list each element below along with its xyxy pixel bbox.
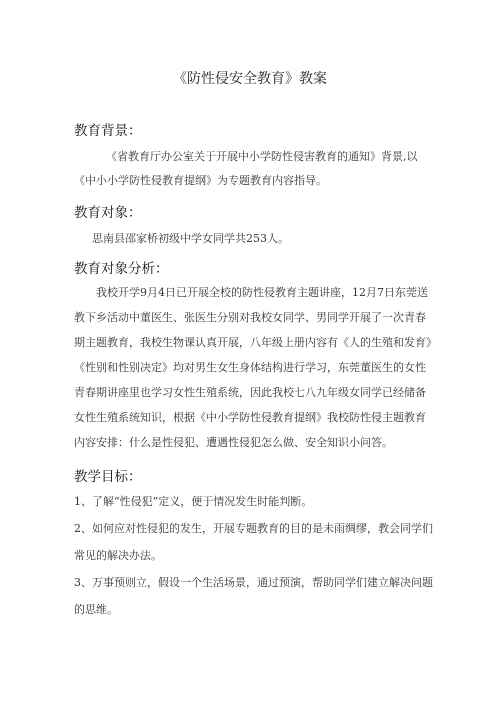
paragraph-line: 《省教育厅办公室关于开展中小学防性侵害教育的通知》背景,以 <box>106 150 418 163</box>
paragraph-line: 常见的解决办法。 <box>74 549 162 562</box>
paragraph-line: 内容安排：什么是性侵犯、遭遇性侵犯怎么做、安全知识小问答。 <box>74 436 393 449</box>
section-heading-audience-analysis: 教育对象分析： <box>74 261 169 277</box>
goal-item-3: 3、万事预则立，假设一个生活场景，通过预演，帮助同学们建立解决问题 <box>74 576 433 589</box>
section-heading-audience: 教育对象： <box>74 205 142 221</box>
section-heading-background: 教育背景： <box>74 123 142 139</box>
document-title: 《防性侵安全教育》教案 <box>173 71 327 87</box>
paragraph-line: 思南县邵家桥初级中学女同学共253人。 <box>92 232 289 245</box>
paragraph-line: 我校开学9月4日已开展全校的防性侵教育主题讲座，12月7日东莞送 <box>96 286 428 299</box>
paragraph-line: 期主题教育，我校生物课认真开展，八年级上册内容有《人的生殖和发育》 <box>74 336 437 349</box>
paragraph-line: 的思维。 <box>74 603 118 616</box>
section-heading-teaching-goals: 教学目标： <box>74 469 142 485</box>
paragraph-line: 教下乡活动中董医生、张医生分别对我校女同学、男同学开展了一次青春 <box>74 311 426 324</box>
paragraph-line: 《性别和性别决定》均对男生女生身体结构进行学习，东莞董医生的女性 <box>74 361 426 374</box>
paragraph-line: 《中小小学防性侵教育提纲》为专题教育内容指导。 <box>74 174 327 187</box>
goal-item-2: 2、如何应对性侵犯的发生，开展专题教育的目的是未雨绸缪，教会同学们 <box>74 522 433 535</box>
goal-item-1: 1、了解“性侵犯”定义，便于情况发生时能判断。 <box>74 495 313 508</box>
paragraph-line: 女性生殖系统知识，根据《中小学防性侵教育提纲》我校防性侵主题教育 <box>74 411 426 424</box>
paragraph-line: 青春期讲座里也学习女性生殖系统，因此我校七八九年级女同学已经储备 <box>74 386 426 399</box>
